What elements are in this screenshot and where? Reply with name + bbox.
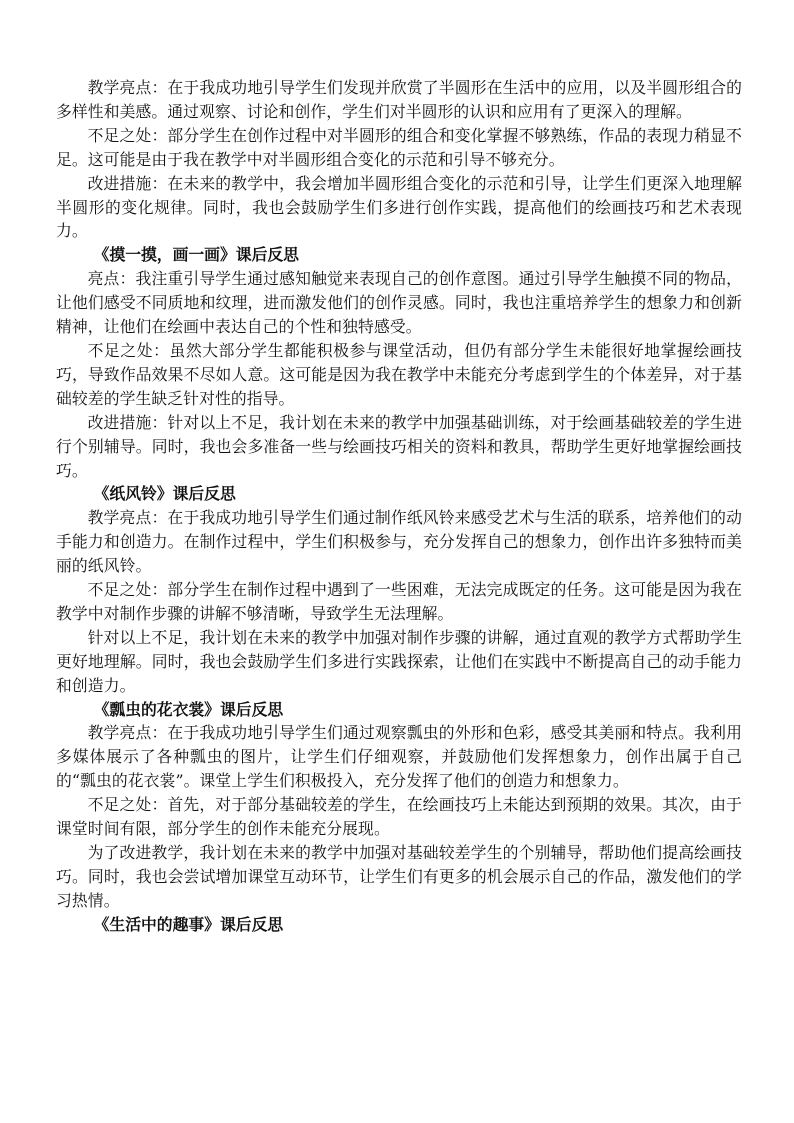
- section-heading-touch-draw: 《摸一摸，画一画》课后反思: [93, 245, 299, 265]
- paragraph-shortcoming-semicircle: 不足之处：部分学生在创作过程中对半圆形的组合和变化掌握不够熟练，作品的表现力稍显不足。这可能是由于我在教学中对半圆形组合变化的示范和引导不够充分。: [56, 125, 742, 169]
- section-heading-ladybug: 《瓢虫的花衣裳》课后反思: [93, 699, 284, 719]
- paragraph-improvement-semicircle: 改进措施：在未来的教学中，我会增加半圆形组合变化的示范和引导，让学生们更深入地理解半圆形的变化规律。同时，我也会鼓励学生们多进行创作实践，提高他们的绘画技巧和艺术表现力。: [56, 173, 742, 241]
- paragraph-improvement-touch-draw: 改进措施：针对以上不足，我计划在未来的教学中加强基础训练，对于绘画基础较差的学生进行个别辅导。同时，我也会多准备一些与绘画技巧相关的资料和教具，帮助学生更好地掌握绘画技巧。: [56, 412, 742, 480]
- paragraph-shortcoming-ladybug: 不足之处：首先，对于部分基础较差的学生，在绘画技巧上未能达到预期的效果。其次，由于课堂时间有限，部分学生的创作未能充分展现。: [56, 795, 742, 839]
- section-heading-paper-windchime: 《纸风铃》课后反思: [93, 484, 236, 504]
- paragraph-improvement-ladybug: 为了改进教学，我计划在未来的教学中加强对基础较差学生的个别辅导，帮助他们提高绘画技巧。同时，我也会尝试增加课堂互动环节，让学生们有更多的机会展示自己的作品，激发他们的学习热情。: [56, 843, 742, 910]
- paragraph-improvement-paper-windchime: 针对以上不足，我计划在未来的教学中加强对制作步骤的讲解，通过直观的教学方式帮助学生更好地理解。同时，我也会鼓励学生们多进行实践探索，让他们在实践中不断提高自己的动手能力和创造力。: [56, 627, 742, 695]
- paragraph-shortcoming-touch-draw: 不足之处：虽然大部分学生都能积极参与课堂活动，但仍有部分学生未能很好地掌握绘画技巧，导致作品效果不尽如人意。这可能是因为我在教学中未能充分考虑到学生的个体差异，对于基础较差的学生缺乏针对性的指导。: [56, 340, 742, 408]
- paragraph-highlight-paper-windchime: 教学亮点：在于我成功地引导学生们通过制作纸风铃来感受艺术与生活的联系，培养他们的动手能力和创造力。在制作过程中，学生们积极参与，充分发挥自己的想象力，创作出许多独特而美丽的纸风铃。: [56, 508, 742, 576]
- paragraph-highlight-ladybug: 教学亮点：在于我成功地引导学生们通过观察瓢虫的外形和色彩，感受其美丽和特点。我利用多媒体展示了各种瓢虫的图片，让学生们仔细观察，并鼓励他们发挥想象力，创作出属于自己的“瓢虫的花衣裳”。课堂上学生们积极投入，充分发挥了他们的创造力和想象力。: [56, 723, 742, 791]
- paragraph-highlight-semicircle: 教学亮点：在于我成功地引导学生们发现并欣赏了半圆形在生活中的应用，以及半圆形组合的多样性和美感。通过观察、讨论和创作，学生们对半圆形的认识和应用有了更深入的理解。: [56, 78, 742, 121]
- section-heading-life-anecdotes: 《生活中的趣事》课后反思: [93, 914, 284, 934]
- paragraph-highlight-touch-draw: 亮点：我注重引导学生通过感知触觉来表现自己的创作意图。通过引导学生触摸不同的物品，让他们感受不同质地和纹理，进而激发他们的创作灵感。同时，我也注重培养学生的想象力和创新精神，让他们在绘画中表达自己的个性和独特感受。: [56, 269, 742, 337]
- paragraph-shortcoming-paper-windchime: 不足之处：部分学生在制作过程中遇到了一些困难，无法完成既定的任务。这可能是因为我在教学中对制作步骤的讲解不够清晰，导致学生无法理解。: [56, 580, 742, 623]
